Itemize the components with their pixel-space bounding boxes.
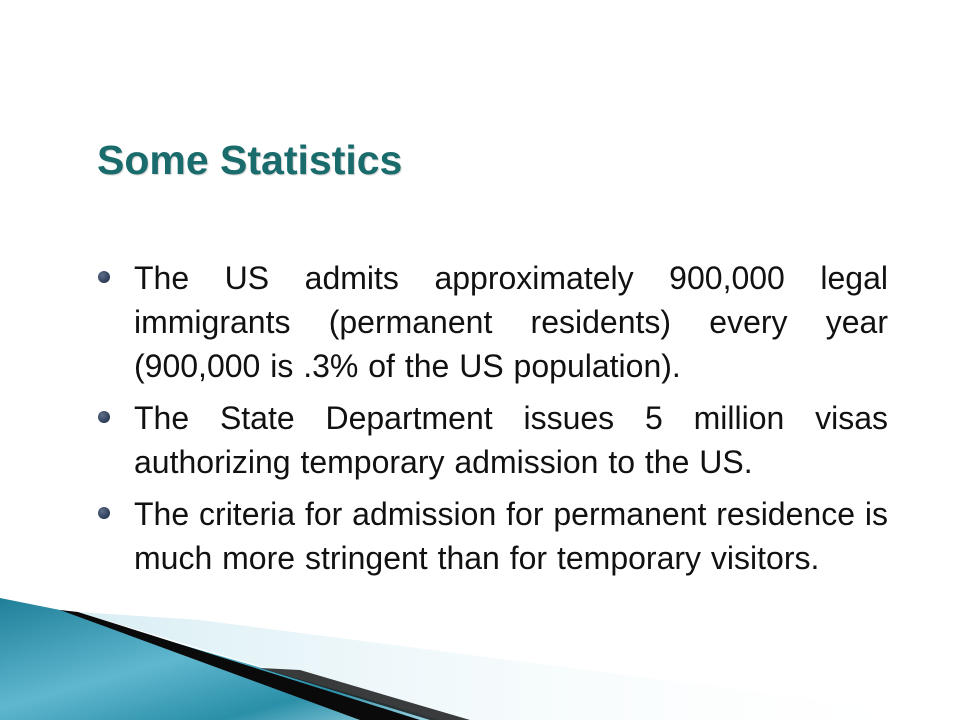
bullet-text: The State Department issues 5 million visas authorizing temporary admission to the US.: [134, 400, 888, 480]
bullet-dot-icon: [98, 271, 110, 283]
bullet-item-3: [98, 492, 888, 580]
swoosh-light-band: [78, 612, 960, 720]
swoosh-dark-stripe: [60, 610, 420, 720]
bullet-dot-icon: [98, 411, 110, 423]
bullet-item-1: [98, 256, 888, 388]
swoosh-teal-band: [0, 598, 440, 720]
bullet-text: The criteria for admission for permanent residence is much more stringent than for temporary visitors.: [134, 496, 888, 576]
bullet-list: [98, 256, 888, 588]
bullet-item-2: [98, 396, 888, 484]
bottom-swoosh-decoration: [0, 590, 960, 720]
slide-title: Some Statistics: [97, 137, 403, 183]
bullet-dot-icon: [98, 507, 110, 519]
bullet-text: The US admits approximately 900,000 legal immigrants (permanent residents) every year (900,000 is .3% of the US population).: [134, 260, 888, 384]
swoosh-dark-stripe-2: [260, 668, 470, 720]
